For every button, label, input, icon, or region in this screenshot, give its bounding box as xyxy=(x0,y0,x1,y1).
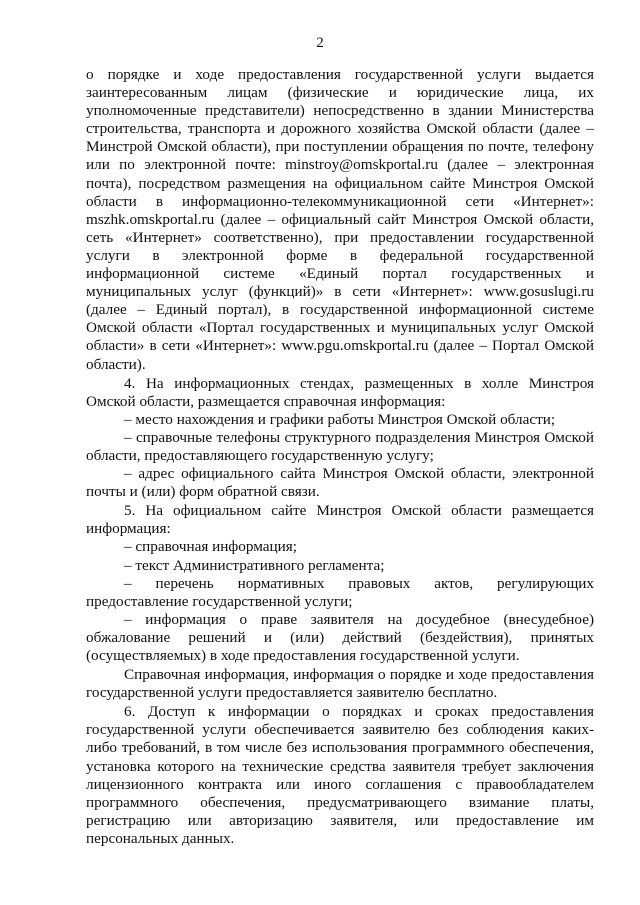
list-item: – адрес официального сайта Минстроя Омской области, электронной почты и (или) форм обратной связи. xyxy=(86,465,594,501)
list-item: – информация о праве заявителя на досудебное (внесудебное) обжалование решений и (или) действий (бездействия), принятых (осуществляемых) в ходе предоставления государственной услуги. xyxy=(86,610,594,664)
list-item: – справочные телефоны структурного подразделения Минстроя Омской области, предоставляющего государственную услугу; xyxy=(86,428,594,464)
list-item: – текст Административного регламента; xyxy=(124,556,385,574)
list-item: – справочная информация; xyxy=(124,538,297,556)
paragraph-item-6: 6. Доступ к информации о порядках и сроках предоставления государственной услуги обеспечивается заявителю без соблюдения каких-либо требований, в том числе без использования программного обеспечения, установка которого на технические средства заявителя требует заключения лицензионного контракта или иного соглашения с правообладателем программного обеспечения, предусматривающего взимание платы, регистрацию или авторизацию заявителя, или предоставление им персональных данных. xyxy=(86,703,594,847)
paragraph-continuation: о порядке и ходе предоставления государственной услуги выдается заинтересованным лицам (физические и юридические лица, их уполномоченные представители) непосредственно в здании Министерства строительства, транспорта и дорожного хозяйства Омской области (далее – Минстрой Омской области), при поступлении обращения по почте, телефону или по электронной почте: minstroy@omskportal.ru (далее – электронная почта), посредством размещения на официальном сайте Минстроя Омской области в информационно-телекоммуникационной сети «Интернет»: mszhk.omskportal.ru (далее – официальный сайт Минстроя Омской области, сеть «Интернет» соответственно), при предоставлении государственной услуги в электронной форме в федеральной государственной информационной системе «Единый портал государственных и муниципальных услуг (функций)» в сети «Интернет»: www.gosuslugi.ru (далее – Единый портал), в государственной информационной системе Омской области «Портал государственных и муниципальных услуг Омской области» в сети «Интернет»: www.pgu.omskportal.ru (далее – Портал Омской области). xyxy=(86,66,594,373)
page-number: 2 xyxy=(316,35,324,51)
list-item: – место нахождения и графики работы Минстроя Омской области; xyxy=(124,410,556,428)
document-body xyxy=(86,66,594,848)
paragraph-reference-info: Справочная информация, информация о порядке и ходе предоставления государственной услуги предоставляется заявителю бесплатно. xyxy=(86,666,594,702)
paragraph-item-4: 4. На информационных стендах, размещенных в холле Минстроя Омской области, размещается справочная информация: xyxy=(86,374,594,410)
paragraph-item-5: 5. На официальном сайте Минстроя Омской области размещается информация: xyxy=(86,502,594,538)
list-item: – перечень нормативных правовых актов, регулирующих предоставление государственной услуги; xyxy=(86,574,594,610)
